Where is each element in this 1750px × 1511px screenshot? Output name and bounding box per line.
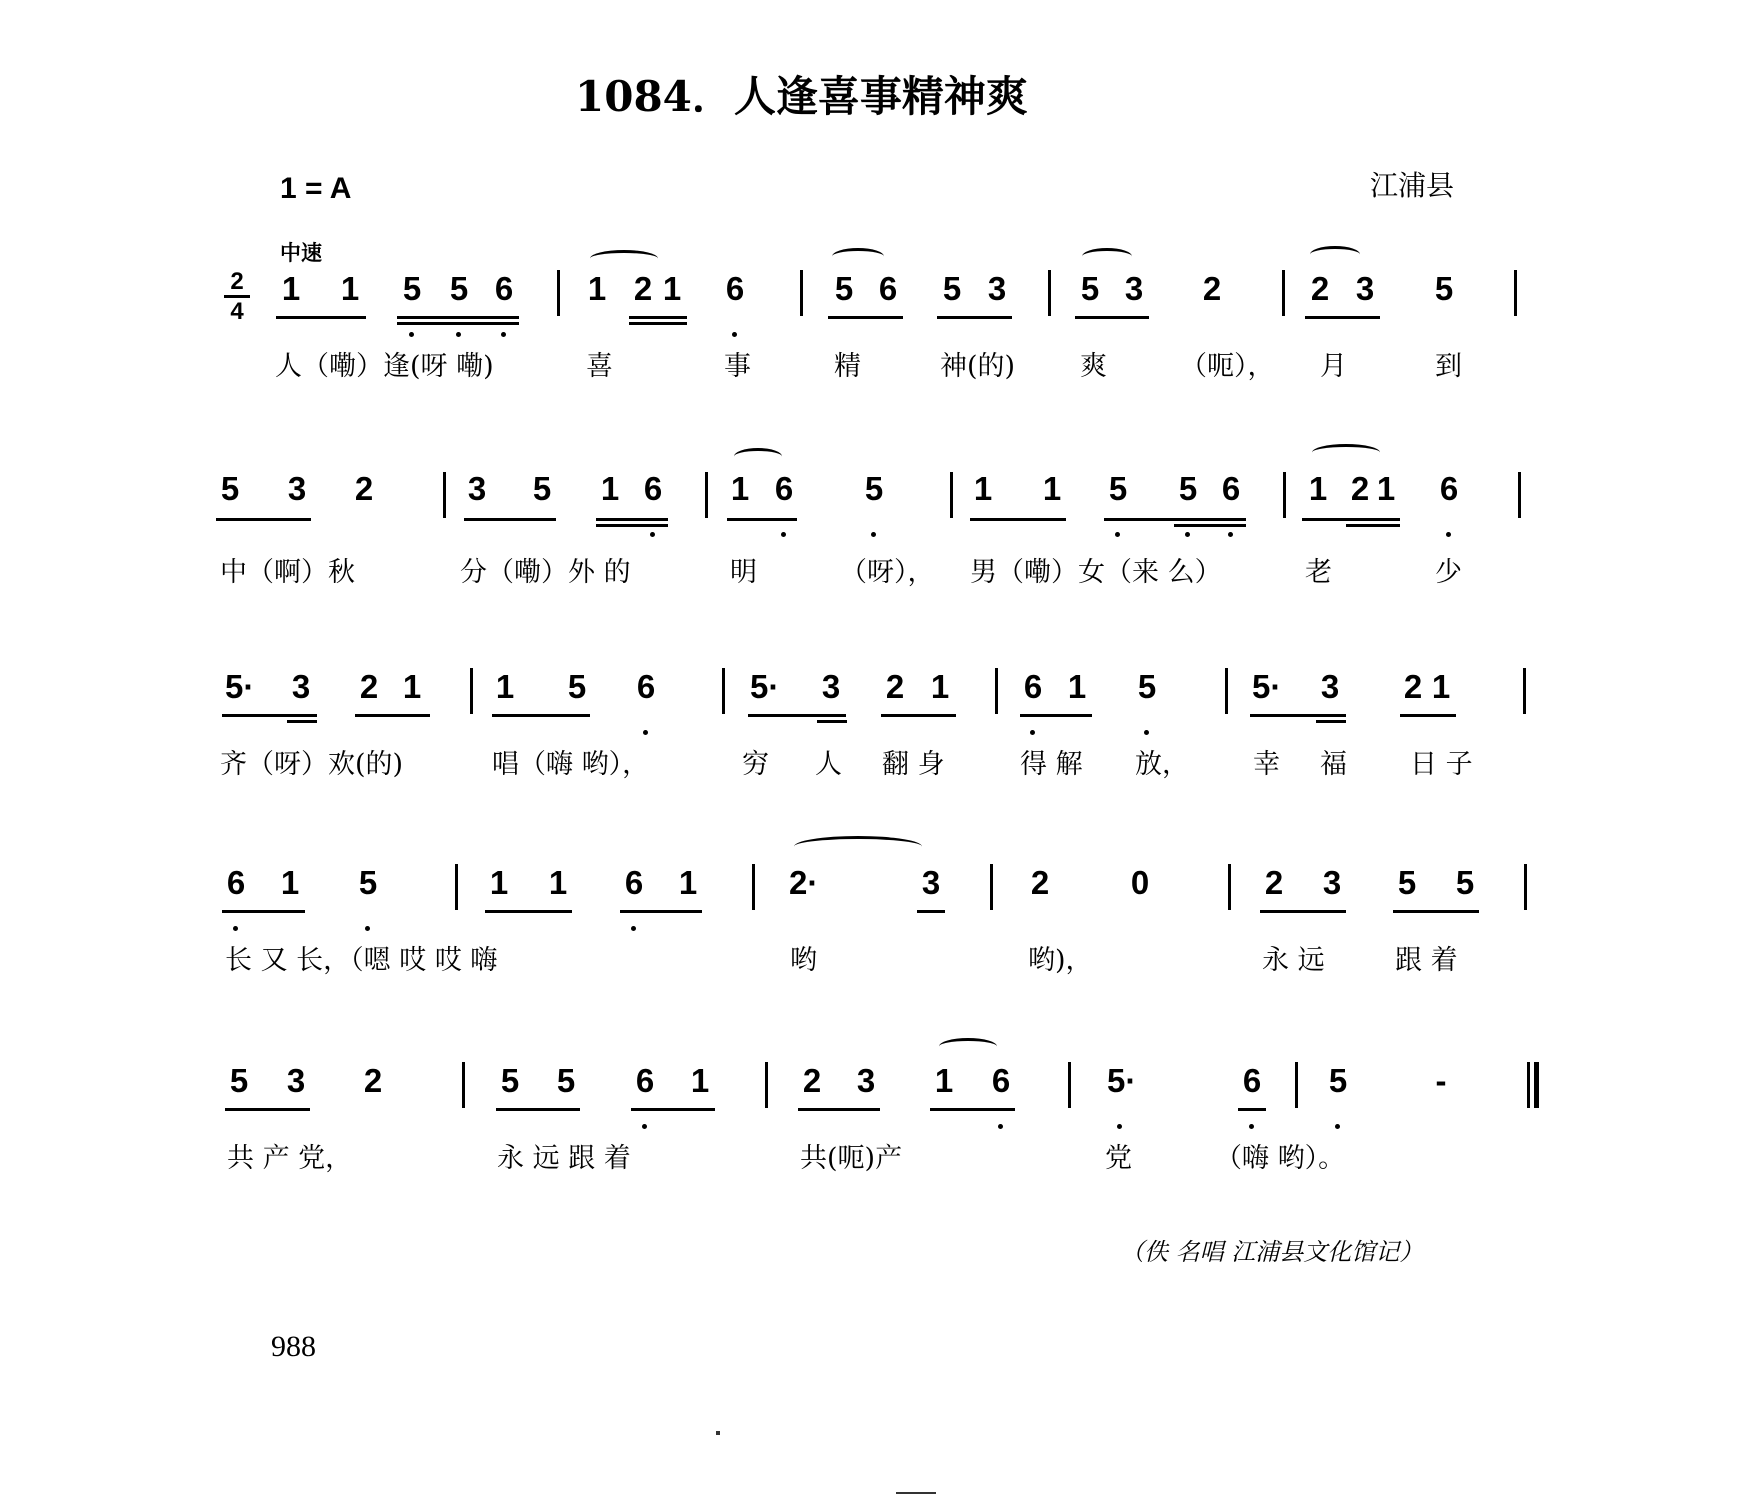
note: 3: [856, 1062, 876, 1099]
note: 5: [449, 270, 469, 307]
note: 1: [402, 668, 422, 705]
note: 2: [1264, 864, 1284, 901]
scan-speck: [716, 1431, 720, 1435]
note: 6: [636, 668, 656, 705]
low-octave-dot: [1185, 532, 1190, 537]
lyric-syllable: 翻 身: [882, 749, 945, 780]
lyric-syllable: 跟 着: [1395, 945, 1458, 976]
note: 6: [878, 270, 898, 307]
note: 5: [532, 470, 552, 507]
note: 5: [1455, 864, 1475, 901]
note: 5: [864, 470, 884, 507]
note: 2: [802, 1062, 822, 1099]
lyric-syllable: 幸: [1253, 749, 1280, 780]
note: 3: [286, 1062, 306, 1099]
lyric-syllable: 喜: [586, 351, 613, 382]
low-octave-dot: [732, 332, 737, 337]
note: 2: [359, 668, 379, 705]
note: 5·: [1252, 668, 1282, 705]
note: 1: [281, 270, 301, 307]
note: 3: [1355, 270, 1375, 307]
low-octave-dot: [233, 926, 238, 931]
low-octave-dot: [650, 532, 655, 537]
note: 2: [1403, 668, 1423, 705]
low-octave-dot: [871, 532, 876, 537]
note: 3: [287, 470, 307, 507]
low-octave-dot: [1446, 532, 1451, 537]
note: 5·: [750, 668, 780, 705]
note: 5: [834, 270, 854, 307]
page-number: 988: [271, 1330, 316, 1363]
lyric-syllable: 永 远: [1262, 945, 1325, 976]
note: 2: [1310, 270, 1330, 307]
note: 1: [730, 470, 750, 507]
lyric-syllable: 事: [724, 351, 751, 382]
note: 6: [1242, 1062, 1262, 1099]
lyric-syllable: 共 产 党，: [227, 1143, 353, 1174]
low-octave-dot: [631, 926, 636, 931]
low-octave-dot: [1030, 730, 1035, 735]
note: -: [1435, 1062, 1447, 1099]
note: 1: [662, 270, 682, 307]
note: 6: [991, 1062, 1011, 1099]
note: 5·: [1107, 1062, 1137, 1099]
note: 6: [624, 864, 644, 901]
low-octave-dot: [1249, 1124, 1254, 1129]
lyric-syllable: 共(呃)产: [800, 1143, 903, 1174]
lyric-syllable: 中（啊）秋: [220, 557, 355, 588]
note: 1: [587, 270, 607, 307]
lyric-syllable: 长 又 长，（嗯 哎 哎 嗨: [225, 945, 498, 976]
low-octave-dot: [1117, 1124, 1122, 1129]
note: 6: [494, 270, 514, 307]
note: 3: [1320, 668, 1340, 705]
note: 3: [467, 470, 487, 507]
note: 5: [229, 1062, 249, 1099]
note: 3: [1322, 864, 1342, 901]
note: 1: [489, 864, 509, 901]
lyric-syllable: （嗨 哟）。: [1215, 1143, 1346, 1174]
note: 5: [1178, 470, 1198, 507]
low-octave-dot: [501, 332, 506, 337]
lyric-syllable: 日 子: [1410, 749, 1473, 780]
note: 2: [633, 270, 653, 307]
lyric-syllable: 少: [1435, 557, 1462, 588]
note: 1: [973, 470, 993, 507]
lyric-syllable: 分（嘞）外 的: [460, 557, 631, 588]
lyric-syllable: 男（嘞）女（来 么）: [970, 557, 1222, 588]
note: 1: [600, 470, 620, 507]
lyric-syllable: 老: [1305, 557, 1332, 588]
note: 1: [678, 864, 698, 901]
note: 5·: [225, 668, 255, 705]
note: 6: [226, 864, 246, 901]
note: 1: [1067, 668, 1087, 705]
note: 5: [358, 864, 378, 901]
tempo-marking: 中速: [280, 240, 322, 265]
low-octave-dot: [1115, 532, 1120, 537]
note: 5: [1137, 668, 1157, 705]
note: 3: [1124, 270, 1144, 307]
note: 1: [934, 1062, 954, 1099]
lyric-syllable: （呀），: [840, 557, 935, 588]
note: 6: [725, 270, 745, 307]
note: 3: [987, 270, 1007, 307]
lyric-syllable: 明: [730, 557, 757, 588]
lyric-syllable: 人: [815, 749, 842, 780]
lyric-syllable: 放，: [1135, 749, 1189, 780]
note: 5: [1080, 270, 1100, 307]
region-label: 江浦县: [1370, 169, 1455, 202]
note: 5: [1328, 1062, 1348, 1099]
low-octave-dot: [1144, 730, 1149, 735]
note: 3: [921, 864, 941, 901]
note: 6: [1439, 470, 1459, 507]
note: 3: [821, 668, 841, 705]
lyric-syllable: 精: [834, 351, 861, 382]
low-octave-dot: [998, 1124, 1003, 1129]
note: 3: [291, 668, 311, 705]
lyric-syllable: 唱（嗨 哟），: [492, 749, 650, 780]
lyric-syllable: 福: [1320, 749, 1347, 780]
lyric-syllable: 月: [1320, 351, 1347, 382]
note: 6: [643, 470, 663, 507]
note: 5: [220, 470, 240, 507]
note: 1: [690, 1062, 710, 1099]
scan-speck: [896, 1492, 936, 1494]
note: 1: [1376, 470, 1396, 507]
note: 1: [930, 668, 950, 705]
lyric-syllable: 到: [1435, 351, 1462, 382]
note: 5: [556, 1062, 576, 1099]
lyric-syllable: （呃），: [1180, 351, 1275, 382]
lyric-syllable: 神(的): [940, 351, 1016, 382]
note: 5: [1434, 270, 1454, 307]
note: 2: [363, 1062, 383, 1099]
note: 6: [774, 470, 794, 507]
low-octave-dot: [781, 532, 786, 537]
note: 1: [280, 864, 300, 901]
lyric-syllable: 党: [1105, 1143, 1132, 1174]
note: 1: [495, 668, 515, 705]
lyric-syllable: 爽: [1080, 351, 1107, 382]
note: 5: [1108, 470, 1128, 507]
note: 1: [1042, 470, 1062, 507]
lyric-syllable: 永 远 跟 着: [497, 1143, 631, 1174]
note: 5: [402, 270, 422, 307]
low-octave-dot: [642, 1124, 647, 1129]
note: 5: [942, 270, 962, 307]
note: 2: [1350, 470, 1370, 507]
lyric-syllable: 人（嘞）逢(呀 嘞): [275, 351, 494, 382]
key-signature: 1 = A: [280, 172, 352, 205]
transcription-credit: （佚 名唱 江浦县文化馆记）: [1120, 1238, 1424, 1266]
note: 1: [1431, 668, 1451, 705]
low-octave-dot: [409, 332, 414, 337]
note: 2: [1030, 864, 1050, 901]
note: 5: [1397, 864, 1417, 901]
note: 6: [635, 1062, 655, 1099]
low-octave-dot: [365, 926, 370, 931]
lyric-syllable: 哟)，: [1028, 945, 1093, 976]
note: 5: [567, 668, 587, 705]
note: 1: [548, 864, 568, 901]
lyric-syllable: 得 解: [1020, 749, 1083, 780]
time-signature-top: 2: [230, 268, 244, 295]
lyric-syllable: 穷: [742, 749, 769, 780]
time-signature-bottom: 4: [230, 298, 244, 325]
note: 6: [1023, 668, 1043, 705]
note: 1: [340, 270, 360, 307]
lyric-syllable: 哟: [790, 945, 817, 976]
note: 1: [1308, 470, 1328, 507]
note: 2: [885, 668, 905, 705]
note: 5: [500, 1062, 520, 1099]
lyric-syllable: 齐（呀）欢(的): [220, 749, 404, 780]
low-octave-dot: [1335, 1124, 1340, 1129]
low-octave-dot: [456, 332, 461, 337]
note: 2: [354, 470, 374, 507]
low-octave-dot: [1228, 532, 1233, 537]
note: 6: [1221, 470, 1241, 507]
note: 0: [1130, 864, 1150, 901]
low-octave-dot: [643, 730, 648, 735]
time-signature: [222, 270, 252, 323]
song-title: 1084．人逢喜事精神爽: [575, 72, 1028, 121]
note: 2·: [789, 864, 819, 901]
note: 2: [1202, 270, 1222, 307]
